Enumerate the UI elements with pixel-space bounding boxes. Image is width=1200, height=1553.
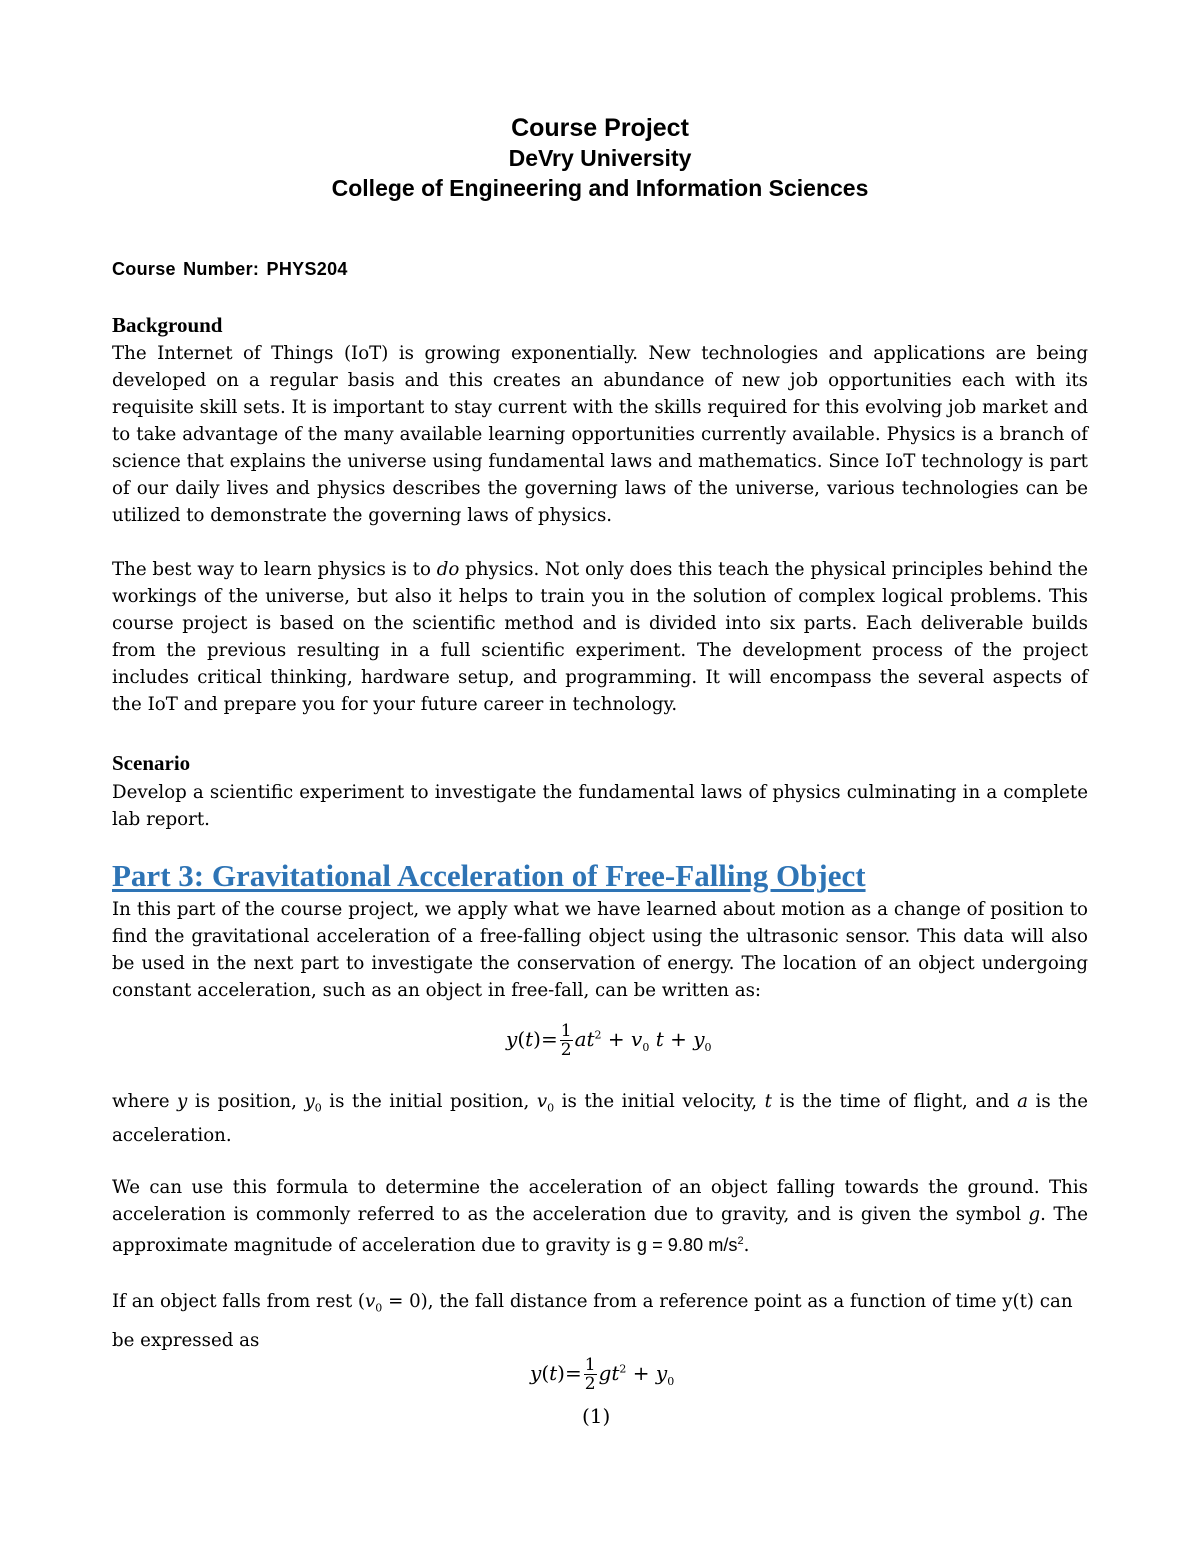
college-name: College of Engineering and Information Sciences: [331, 175, 869, 201]
gravity-value: g = 9.80 m/s: [636, 1235, 738, 1256]
equation-number: (1): [582, 1404, 611, 1428]
equation-position-general: y(t)= $\frac{1}{2}$ $at^2 + v_0$ $t + y_0$: [506, 1021, 712, 1060]
fall-distance-paragraph: If an object falls from rest $(v_0 = 0)$, the fall distance from a reference point as a function of time y(t) can be expressed as: [112, 1291, 1073, 1351]
equation-free-fall: y(t)= $\frac{1}{2}$ $gt^2 + y_0$: [530, 1355, 675, 1394]
university-name: DeVry University: [508, 145, 692, 171]
gravity-paragraph: We can use this formula to determine the acceleration of an object falling towards the ground. This acceleration is commonly referred to as the acceleration due to gravity, and is given the symbol g. The approximate magnitude of acceleration due to gravity is g = 9.80 $m/s^2$.: [112, 1177, 1089, 1257]
course-number-line: [112, 257, 1088, 281]
variable-definitions: where y is position, $y_0$ is the initial position, $v_0$ is the initial velocity, t is the time of flight, and a is the acceleration.: [112, 1091, 1088, 1146]
part3-intro: In this part of the course project, we apply what we have learned about motion as a change of position to find the gravitational acceleration of a free-falling object using the ultrasonic sensor. This data will also be used in the next part to investigate the conservation of energy. The location of an object undergoing constant acceleration, such as an object in free-fall, can be written as:: [112, 899, 1088, 1001]
emphasis-do: do: [436, 559, 460, 580]
background-heading: Background: [112, 313, 223, 337]
scenario-heading: Scenario: [112, 751, 191, 775]
scenario-text: Develop a scientific experiment to investigate the fundamental laws of physics culminating in a complete lab report.: [112, 782, 1088, 830]
fraction-one-half-2: $\frac{1}{2}$: [584, 1355, 596, 1394]
background-paragraph-1: The Internet of Things (IoT) is growing exponentially. New technologies and applications are being developed on a regular basis and this creates an abundance of new job opportunities each with its requisite skill sets. It is important to stay current with the skills required for this evolving job market and to take advantage of the many available learning opportunities currently available. Physics is a branch of science that explains the universe using fundamental laws and mathematics. Since IoT technology is part of our daily lives and physics describes the governing laws of the universe, various technologies can be utilized to demonstrate the governing laws of physics.: [112, 343, 1088, 526]
document-title: Course Project: [511, 114, 689, 142]
fraction-one-half: $\frac{1}{2}$: [560, 1021, 572, 1060]
background-paragraph-2: The best way to learn physics is to do physics. Not only does this teach the physical principles behind the workings of the universe, but also it helps to train you in the solution of complex logical problems. This course project is based on the scientific method and is divided into six parts. Each deliverable builds from the previous resulting in a full scientific experiment. The development process of the project includes critical thinking, hardware setup, and programming. It will encompass the several aspects of the IoT and prepare you for your future career in technology.: [112, 559, 1088, 715]
eq1-t-squared: $t^2$: [586, 1027, 602, 1051]
course-number-label: Course Number:: [112, 259, 260, 279]
course-number-value: PHYS204: [266, 259, 348, 279]
part3-heading: Part 3: Gravitational Acceleration of Free-Falling Object: [112, 858, 866, 893]
